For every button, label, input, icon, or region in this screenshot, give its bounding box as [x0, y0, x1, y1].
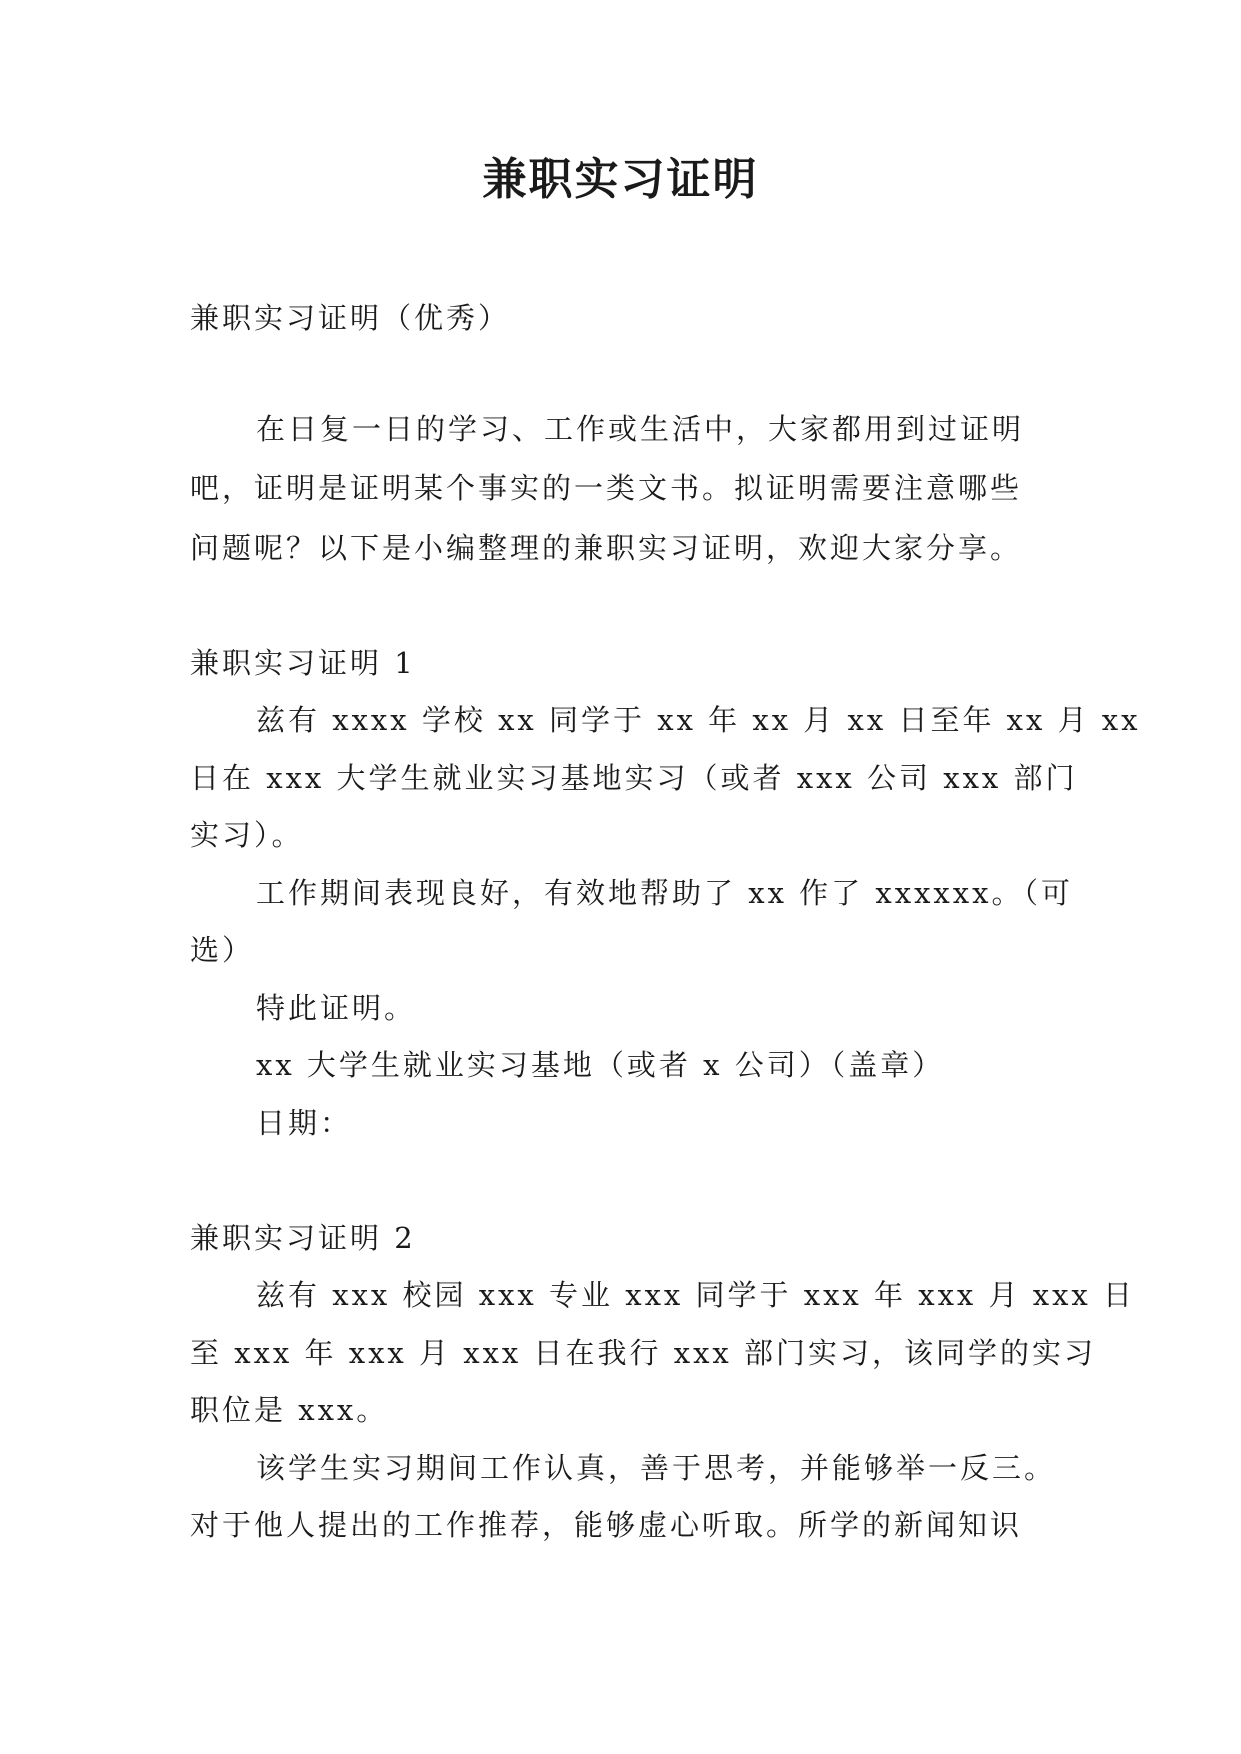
- intro-line-3: 问题呢？以下是小编整理的兼职实习证明，欢迎大家分享。: [190, 531, 1023, 565]
- intro-line-2: 吧，证明是证明某个事实的一类文书。拟证明需要注意哪些: [190, 471, 1023, 505]
- section1-line-8: 日期：: [256, 1106, 353, 1140]
- section1-line-3: 实习）。: [190, 818, 304, 852]
- section2-line-1: 兹有 xxx 校园 xxx 专业 xxx 同学于 xxx 年 xxx 月 xxx 日: [256, 1278, 1136, 1312]
- section2-line-5: 对于他人提出的工作推荐，能够虚心听取。所学的新闻知识: [190, 1508, 1023, 1542]
- section2-line-4: 该学生实习期间工作认真，善于思考，并能够举一反三。: [256, 1451, 1057, 1485]
- section1-line-2: 日在 xxx 大学生就业实习基地实习（或者 xxx 公司 xxx 部门: [190, 761, 1078, 795]
- section2-line-3: 职位是 xxx。: [190, 1393, 389, 1427]
- section1-line-6: 特此证明。: [256, 991, 417, 1025]
- document-subtitle: 兼职实习证明（优秀）: [190, 301, 511, 335]
- section1-line-1: 兹有 xxxx 学校 xx 同学于 xx 年 xx 月 xx 日至年 xx 月 xx: [256, 703, 1141, 737]
- section2-line-2: 至 xxx 年 xxx 月 xxx 日在我行 xxx 部门实习，该同学的实习: [190, 1336, 1097, 1370]
- document-title: 兼职实习证明: [482, 154, 759, 205]
- section1-heading: 兼职实习证明 1: [190, 646, 416, 680]
- section1-line-4: 工作期间表现良好，有效地帮助了 xx 作了 xxxxxx。（可: [256, 876, 1073, 910]
- section1-line-5: 选）: [190, 933, 255, 967]
- intro-line-1: 在日复一日的学习、工作或生活中，大家都用到过证明: [256, 412, 1025, 446]
- section1-line-7: xx 大学生就业实习基地（或者 x 公司）（盖章）: [256, 1048, 945, 1082]
- section2-heading: 兼职实习证明 2: [190, 1221, 416, 1255]
